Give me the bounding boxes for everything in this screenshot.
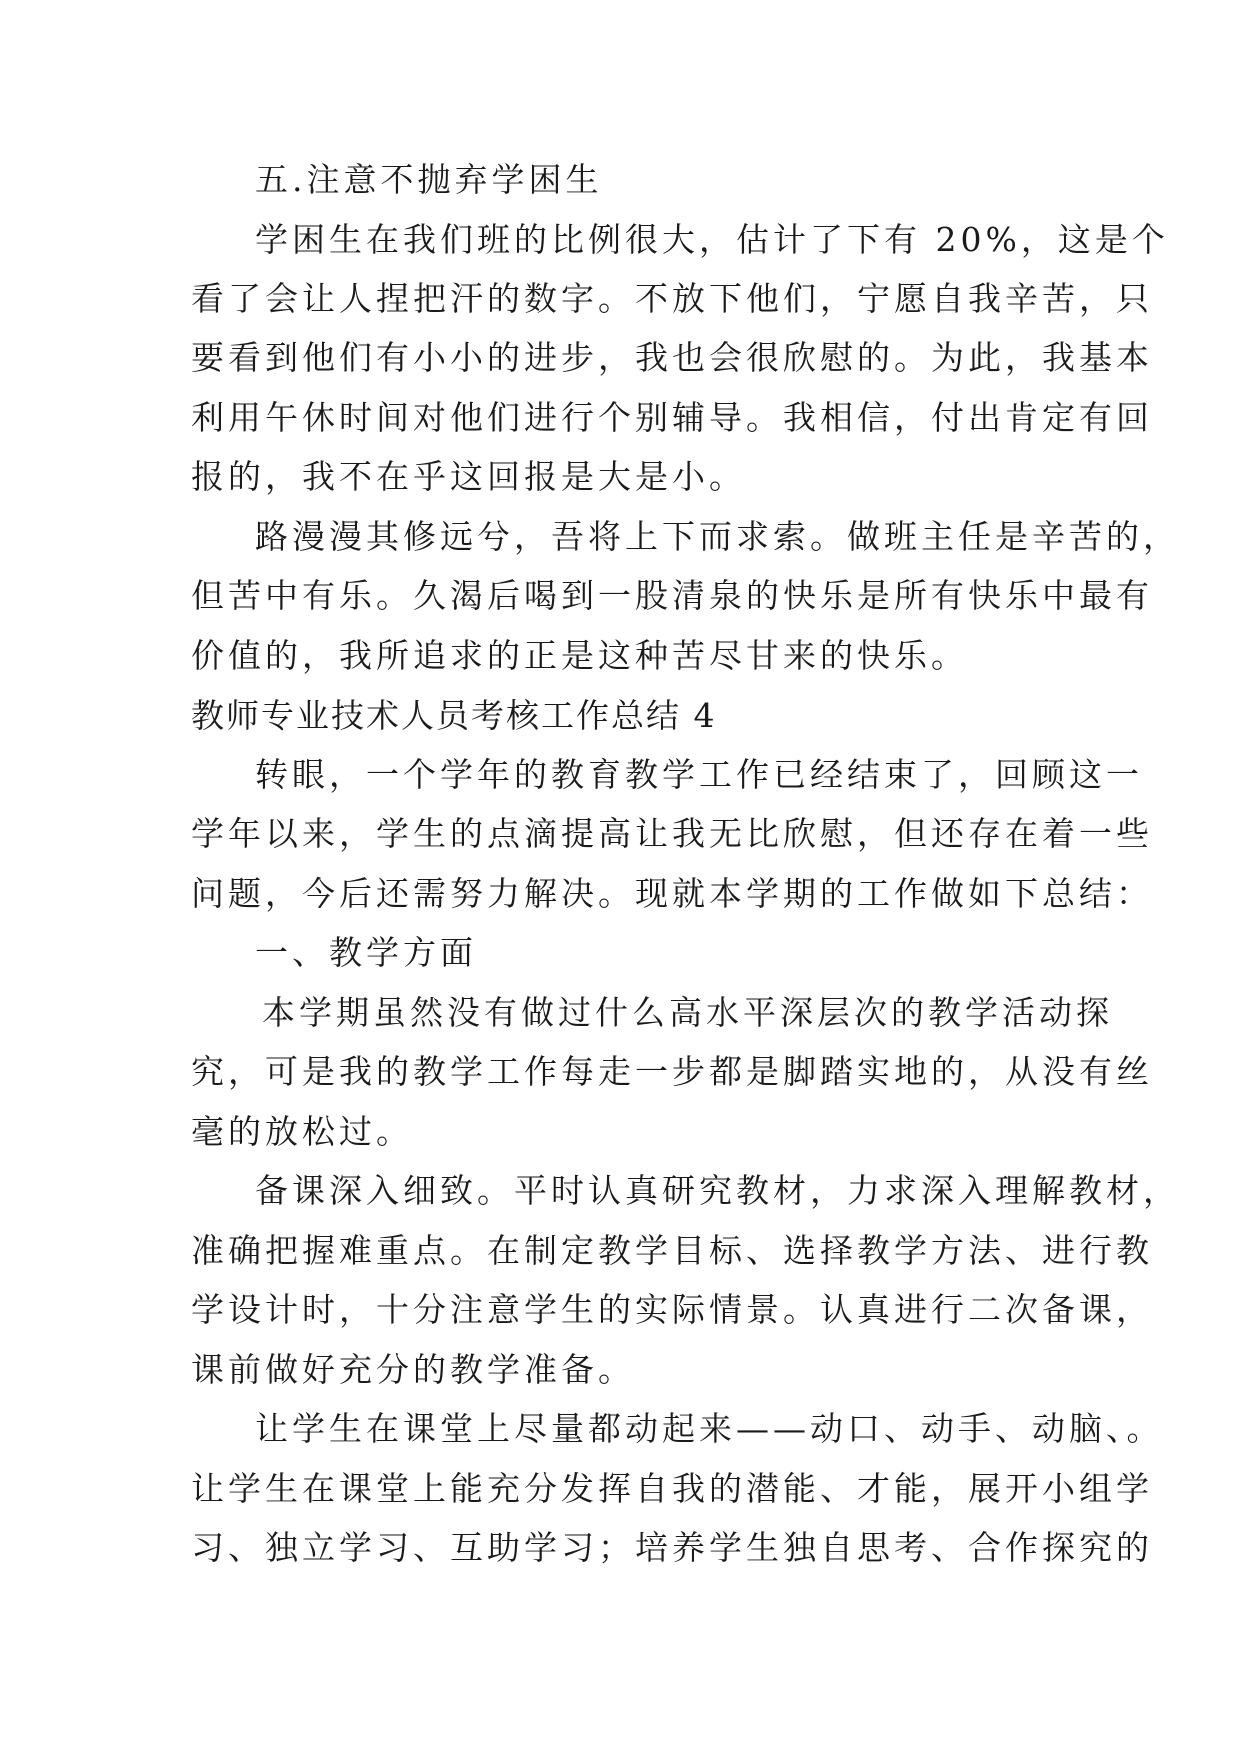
paragraph-line: 看了会让人捏把汗的数字。不放下他们，宁愿自我辛苦，只 xyxy=(191,279,1153,318)
paragraph-line: 备课深入细致。平时认真研究教材，力求深入理解教材， xyxy=(255,1171,1180,1210)
article-title: 教师专业技术人员考核工作总结 4 xyxy=(191,696,717,735)
paragraph-line: 准确把握难重点。在制定教学目标、选择教学方法、进行教 xyxy=(191,1231,1153,1270)
paragraph-line: 转眼，一个学年的教育教学工作已经结束了，回顾这一 xyxy=(255,755,1143,794)
paragraph-line: 课前做好充分的教学准备。 xyxy=(191,1350,635,1389)
paragraph-line: 学年以来，学生的点滴提高让我无比欣慰，但还存在着一些 xyxy=(191,814,1153,853)
paragraph-line: 让学生在课堂上能充分发挥自我的潜能、才能，展开小组学 xyxy=(191,1469,1153,1508)
paragraph-line: 学设计时，十分注意学生的实际情景。认真进行二次备课， xyxy=(191,1290,1153,1329)
section-heading-one: 一、教学方面 xyxy=(255,933,477,972)
paragraph-line: 路漫漫其修远兮，吾将上下而求索。做班主任是辛苦的， xyxy=(255,517,1180,556)
paragraph-line: 价值的，我所追求的正是这种苦尽甘来的快乐。 xyxy=(191,636,968,675)
paragraph-line: 利用午休时间对他们进行个别辅导。我相信，付出肯定有回 xyxy=(191,398,1153,437)
paragraph-line: 学困生在我们班的比例很大，估计了下有 20%，这是个 xyxy=(255,220,1169,259)
section-heading-five: 五.注意不抛弃学困生 xyxy=(255,160,603,199)
paragraph-line: 究，可是我的教学工作每走一步都是脚踏实地的，从没有丝 xyxy=(191,1052,1153,1091)
paragraph-line: 要看到他们有小小的进步，我也会很欣慰的。为此，我基本 xyxy=(191,338,1153,377)
paragraph-line: 报的，我不在乎这回报是大是小。 xyxy=(191,457,746,496)
paragraph-line: 让学生在课堂上尽量都动起来——动口、动手、动脑、。 xyxy=(255,1409,1164,1448)
paragraph-line: 本学期虽然没有做过什么高水平深层次的教学活动探 xyxy=(262,993,1113,1032)
paragraph-line: 但苦中有乐。久渴后喝到一股清泉的快乐是所有快乐中最有 xyxy=(191,576,1153,615)
paragraph-line: 毫的放松过。 xyxy=(191,1112,413,1151)
paragraph-line: 习、独立学习、互助学习；培养学生独自思考、合作探究的 xyxy=(191,1528,1153,1567)
paragraph-line: 问题，今后还需努力解决。现就本学期的工作做如下总结： xyxy=(191,874,1153,913)
